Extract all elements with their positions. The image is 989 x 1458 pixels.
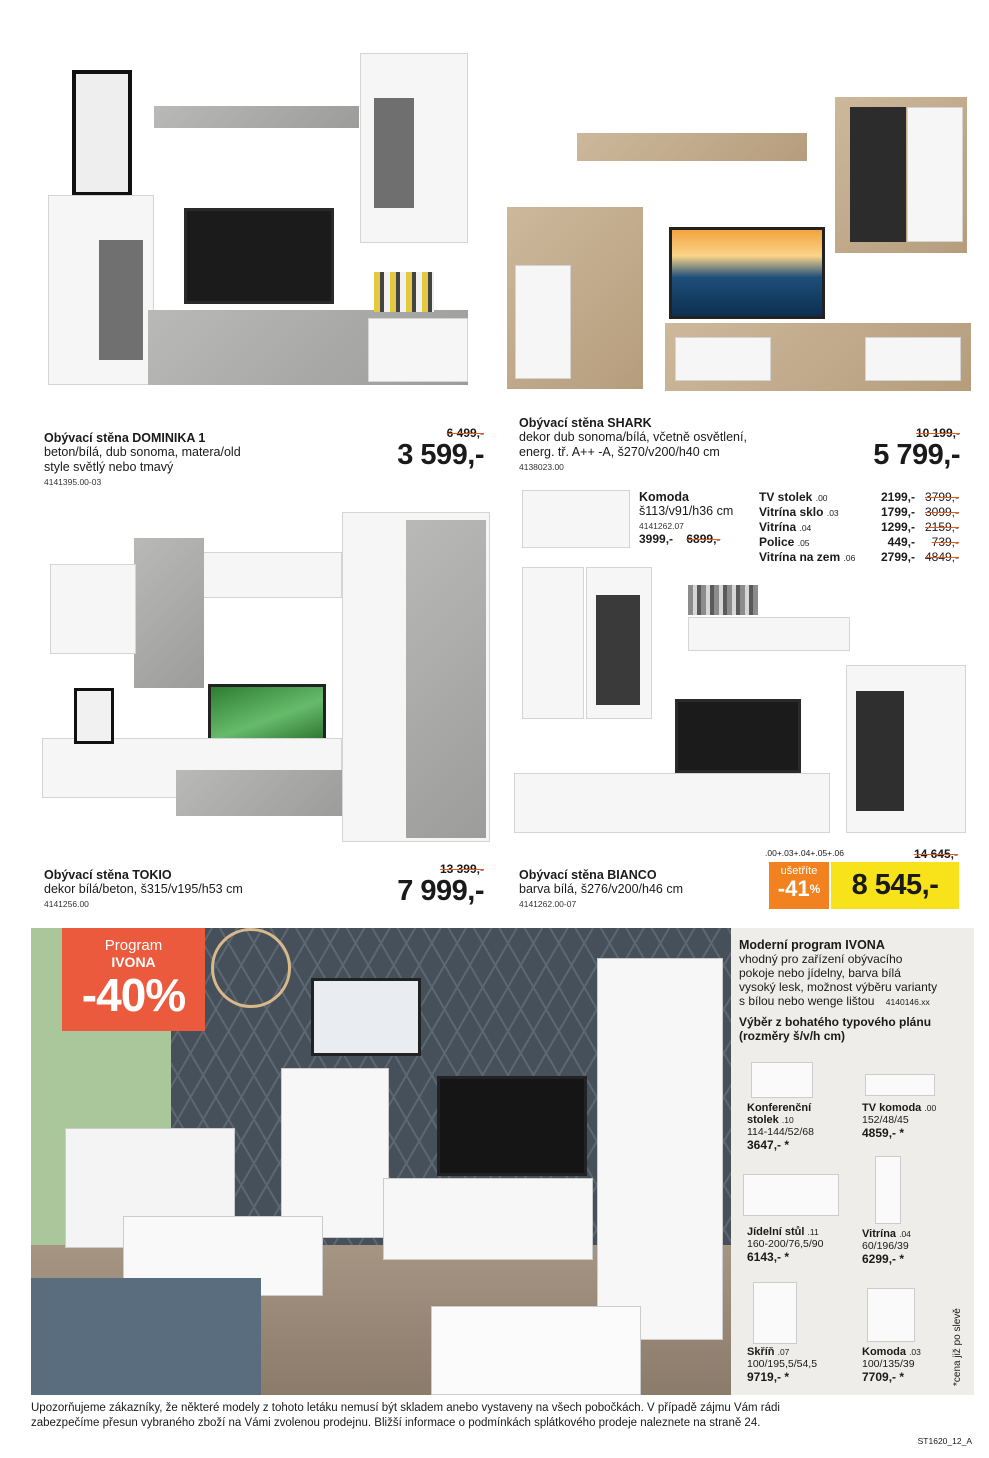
item-name: Komoda xyxy=(862,1346,906,1358)
part-name: Vitrína xyxy=(759,520,797,534)
ivona-subtitle: (rozměry š/v/h cm) xyxy=(739,1029,846,1043)
footer-line: Upozorňujeme zákazníky, že některé modely z tohoto letáku nemusí být skladem anebo vystaveny na všech pobočkách. V případě zájmu Vám rádi xyxy=(31,1402,780,1414)
item-name: Jídelní stůl xyxy=(747,1226,805,1238)
part-code: .03 xyxy=(826,508,839,518)
part-name: Police xyxy=(759,535,795,549)
page-code: ST1620_12_A xyxy=(917,1436,972,1446)
wardrobe-thumb xyxy=(753,1282,797,1344)
item-price: 3647,- * xyxy=(747,1138,790,1152)
tokio-price xyxy=(376,862,484,906)
dominika-price xyxy=(380,426,484,470)
product-code: 4141256.00 xyxy=(44,899,89,909)
shark-info xyxy=(519,416,819,472)
product-title: Obývací stěna SHARK xyxy=(519,416,652,430)
part-name: Vitrína na zem xyxy=(759,550,841,564)
item-code: .11 xyxy=(807,1227,819,1237)
item-code: .00 xyxy=(924,1103,937,1113)
item-dims: 100/135/39 xyxy=(862,1358,915,1370)
product-code: 4138023.00 xyxy=(519,462,564,472)
item-code: .04 xyxy=(899,1229,911,1239)
dominika-photo xyxy=(44,50,474,390)
part-price: 2799,- xyxy=(880,550,915,564)
item-code: .07 xyxy=(777,1347,790,1357)
product-desc: dekor bílá/beton, š315/v195/h53 cm xyxy=(44,882,243,896)
dresser-thumb xyxy=(867,1288,915,1342)
ivona-item xyxy=(862,1228,972,1266)
dominika-info xyxy=(44,431,324,487)
ivona-subtitle: Výběr z bohatého typového plánu xyxy=(739,1015,932,1029)
item-dims: 100/195,5/54,5 xyxy=(747,1358,818,1370)
savings-percent-sign: % xyxy=(809,882,821,896)
badge-label: IVONA xyxy=(111,954,156,970)
komoda-old-price: 6899,- xyxy=(686,532,721,546)
ivona-item xyxy=(747,1226,857,1264)
part-old-price: 3099,- xyxy=(924,505,959,519)
vitrine-thumb xyxy=(875,1156,901,1224)
bianco-photo xyxy=(512,565,972,837)
badge-label: Program xyxy=(104,937,163,954)
item-price: 4859,- * xyxy=(862,1126,905,1140)
product-code: 4141395.00-03 xyxy=(44,477,102,487)
part-price: 2199,- xyxy=(880,490,915,504)
product-desc: dekor dub sonoma/bílá, včetně osvětlení, xyxy=(519,430,747,444)
table-row xyxy=(759,490,959,505)
item-dims: 152/48/45 xyxy=(862,1114,909,1126)
part-old-price: 4849,- xyxy=(924,550,959,564)
item-price: 7709,- * xyxy=(862,1370,905,1384)
part-price: 449,- xyxy=(887,535,915,549)
savings-percent: -41 xyxy=(777,876,810,901)
komoda-price: 3999,- xyxy=(639,532,674,546)
table-row xyxy=(759,535,959,550)
product-title: Komoda xyxy=(639,490,689,504)
item-price: 6143,- * xyxy=(747,1250,790,1264)
footer-line: zabezpečíme přesun vybraného zboží na Vámi zvolenou prodejnu. Bližší informace o podmínkách splátkového prodeje naleznete na straně 24. xyxy=(31,1417,761,1429)
komoda-photo xyxy=(522,490,630,548)
ivona-desc: s bílou nebo wenge lištou xyxy=(739,994,875,1008)
part-old-price: 739,- xyxy=(931,535,959,549)
ivona-discount-badge xyxy=(62,928,205,1031)
old-price: 13 399,- xyxy=(439,862,484,876)
bianco-info xyxy=(519,868,759,909)
part-name: TV stolek xyxy=(759,490,813,504)
item-dims: 114-144/52/68 xyxy=(747,1126,814,1138)
part-code: .06 xyxy=(843,553,856,563)
part-price: 1799,- xyxy=(880,505,915,519)
part-old-price: 2159,- xyxy=(924,520,959,534)
part-price: 1299,- xyxy=(880,520,915,534)
product-title: Obývací stěna TOKIO xyxy=(44,868,172,882)
ivona-title: Moderní program IVONA xyxy=(739,938,885,952)
tokio-info xyxy=(44,868,324,909)
ivona-item xyxy=(747,1102,857,1152)
new-price: 7 999,- xyxy=(397,875,484,907)
table-row xyxy=(759,520,959,535)
old-price: 6 499,- xyxy=(446,426,484,440)
ivona-item xyxy=(862,1346,962,1384)
komoda-info xyxy=(639,490,754,546)
tokio-photo xyxy=(40,508,492,848)
part-old-price: 3799,- xyxy=(924,490,959,504)
item-code: .03 xyxy=(909,1347,921,1357)
item-dims: 160-200/76,5/90 xyxy=(747,1238,824,1250)
product-desc: beton/bílá, dub sonoma, matera/old xyxy=(44,445,241,459)
ivona-desc: pokoje nebo jídelny, barva bílá xyxy=(739,966,901,980)
product-desc: energ. tř. A++ -A, š270/v200/h40 cm xyxy=(519,445,720,459)
item-name: Skříň xyxy=(747,1346,775,1358)
new-price: 5 799,- xyxy=(873,439,960,471)
tv-stand-thumb xyxy=(865,1074,935,1096)
savings-label: ušetříte xyxy=(780,865,818,877)
ivona-item xyxy=(747,1346,857,1384)
footer-disclaimer xyxy=(31,1401,931,1431)
part-name: Vitrína sklo xyxy=(759,505,824,519)
shark-photo xyxy=(505,75,975,395)
part-code: .05 xyxy=(797,538,810,548)
ivona-item xyxy=(862,1102,972,1140)
item-name: stolek xyxy=(747,1114,779,1126)
part-code: .04 xyxy=(799,523,812,533)
ivona-side-note: *cena již po slevě xyxy=(952,1308,963,1386)
product-code: 4141262.00-07 xyxy=(519,899,577,909)
product-desc: style světlý nebo tmavý xyxy=(44,460,174,474)
product-desc: barva bílá, š276/v200/h46 cm xyxy=(519,882,683,896)
savings-badge xyxy=(769,862,829,909)
ivona-info-panel xyxy=(731,928,974,1395)
bianco-price: 8 545,- xyxy=(831,862,959,909)
product-title: Obývací stěna BIANCO xyxy=(519,868,657,882)
badge-percent: -40% xyxy=(81,969,186,1021)
item-name: Konferenční xyxy=(747,1102,812,1114)
item-code: .10 xyxy=(781,1115,794,1125)
item-name: Vitrína xyxy=(862,1228,897,1240)
product-desc: š113/v91/h36 cm xyxy=(639,504,734,518)
product-code: 4141262.07 xyxy=(639,521,684,531)
item-dims: 60/196/39 xyxy=(862,1240,909,1252)
table-row xyxy=(759,550,959,565)
item-price: 9719,- * xyxy=(747,1370,790,1384)
product-title: Obývací stěna DOMINIKA 1 xyxy=(44,431,206,445)
table-row xyxy=(759,505,959,520)
ivona-desc: vhodný pro zařízení obývacího xyxy=(739,952,903,966)
bianco-parts-table xyxy=(759,490,959,565)
item-name: TV komoda xyxy=(862,1102,922,1114)
bianco-old-price: 14 645,- xyxy=(913,847,958,861)
bianco-combo-code: .00+.03+.04+.05+.06 xyxy=(765,848,844,858)
shark-price xyxy=(840,426,960,470)
new-price: 3 599,- xyxy=(397,439,484,471)
dining-table-thumb xyxy=(743,1174,839,1216)
old-price: 10 199,- xyxy=(915,426,960,440)
ivona-code: 4140146.xx xyxy=(885,997,930,1007)
ivona-desc: vysoký lesk, možnost výběru varianty xyxy=(739,980,938,994)
part-code: .00 xyxy=(815,493,828,503)
coffee-table-thumb xyxy=(751,1062,813,1098)
item-price: 6299,- * xyxy=(862,1252,905,1266)
